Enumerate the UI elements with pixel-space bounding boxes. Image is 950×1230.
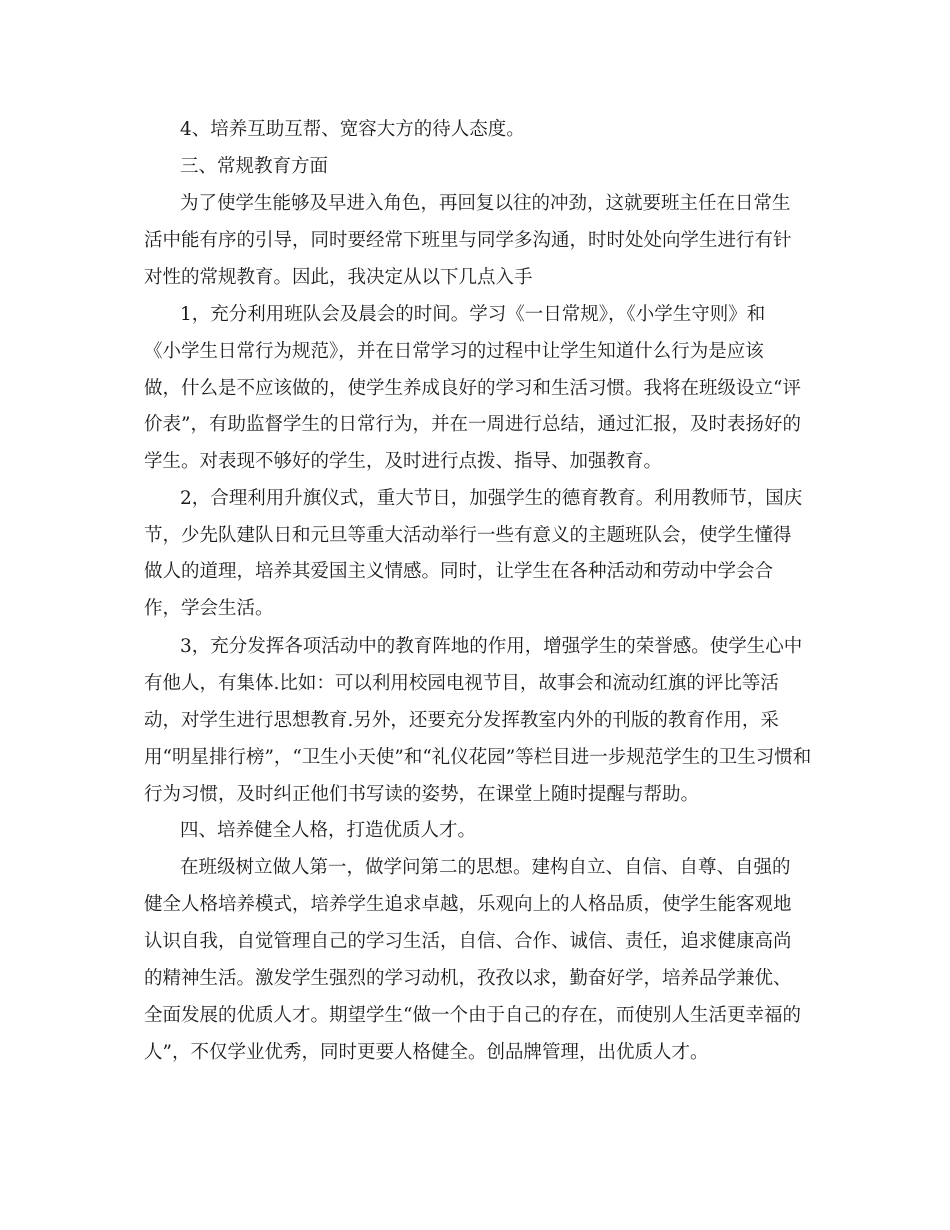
paragraph-line: 1，充分利用班队会及晨会的时间。学习《一日常规》，《小学生守则》和 [180, 304, 766, 325]
paragraph-line: 认识自我，自觉管理自己的学习生活，自信、合作、诚信、责任，追求健康高尚 [144, 931, 792, 952]
paragraph-line: 的精神生活。激发学生强烈的学习动机，孜孜以求，勤奋好学，培养品学兼优、 [144, 968, 792, 989]
section-heading-4: 四、培养健全人格，打造优质人才。 [180, 820, 477, 841]
paragraph-line: 为了使学生能够及早进入角色，再回复以往的冲劲，这就要班主任在日常生 [180, 193, 791, 214]
paragraph-line: 人”，不仅学业优秀，同时更要人格健全。创品牌管理，出优质人才。 [144, 1042, 709, 1063]
paragraph-line: 节，少先队建队日和元旦等重大活动举行一些有意义的主题班队会，使学生懂得 [144, 525, 792, 546]
paragraph-line: 全面发展的优质人才。期望学生“做一个由于自己的存在，而使别人生活更幸福的 [144, 1005, 801, 1026]
paragraph-line: 《小学生日常行为规范》，并在日常学习的过程中让学生知道什么行为是应该 [144, 341, 764, 362]
paragraph-line: 做，什么是不应该做的，使学生养成良好的学习和生活习惯。我将在班级设立“评 [144, 378, 801, 399]
paragraph-line: 动，对学生进行思想教育.另外，还要充分发挥教室内外的刊版的教育作用，采 [144, 710, 779, 731]
paragraph-line: 作，学会生活。 [144, 598, 274, 619]
paragraph-line: 在班级树立做人第一，做学问第二的思想。建构自立、自信、自尊、自强的 [180, 857, 791, 878]
paragraph-line: 用“明星排行榜”，“卫生小天使”和“礼仪花园”等栏目进一步规范学生的卫生习惯和 [144, 747, 812, 768]
paragraph-line: 做人的道理，培养其爱国主义情感。同时，让学生在各种活动和劳动中学会合 [144, 561, 774, 582]
paragraph-line: 行为习惯，及时纠正他们书写读的姿势，在课堂上随时提醒与帮助。 [144, 784, 700, 805]
paragraph-line: 3，充分发挥各项活动中的教育阵地的作用，增强学生的荣誉感。使学生心中 [180, 636, 803, 657]
paragraph-line: 健全人格培养模式，培养学生追求卓越，乐观向上的人格品质，使学生能客观地 [144, 894, 792, 915]
paragraph-line: 有他人，有集体.比如：可以利用校园电视节目，故事会和流动红旗的评比等活 [144, 673, 779, 694]
paragraph-line: 价表”，有助监督学生的日常行为，并在一周进行总结，通过汇报，及时表扬好的 [144, 414, 801, 435]
paragraph-line: 对性的常规教育。因此，我决定从以下几点入手 [144, 267, 533, 288]
section-heading-3: 三、常规教育方面 [180, 156, 329, 177]
paragraph-line: 活中能有序的引导，同时要经常下班里与同学多沟通，时时处处向学生进行有针 [144, 230, 792, 251]
list-item-4: 4、培养互助互帮、宽容大方的待人态度。 [180, 119, 525, 140]
paragraph-line: 2，合理利用升旗仪式，重大节日，加强学生的德育教育。利用教师节，国庆 [180, 488, 803, 509]
paragraph-line: 学生。对表现不够好的学生，及时进行点拨、指导、加强教育。 [144, 451, 663, 472]
